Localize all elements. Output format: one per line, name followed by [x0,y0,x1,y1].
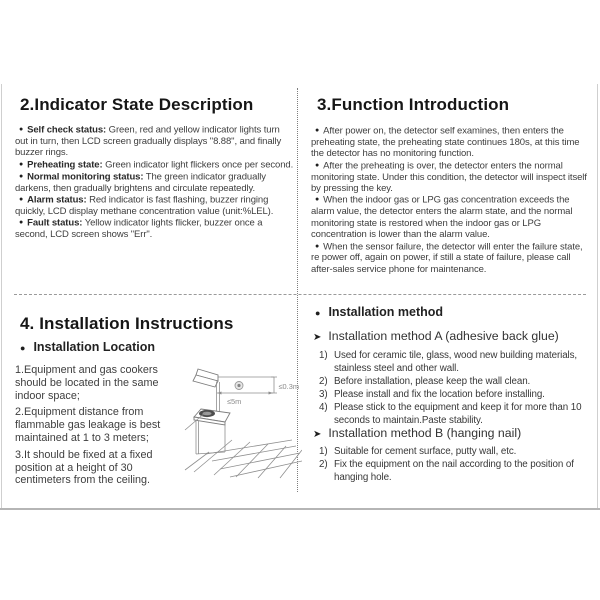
section-indicator-title: 2.Indicator State Description [20,95,254,114]
step-number: 3) [319,388,328,400]
step-text: Please stick to the equipment and keep it for more than 10 seconds to maintain.Paste stability. [334,401,582,426]
bullet-icon: ● [315,242,320,250]
step-number: 4) [319,401,328,413]
status-text: Red indicator is fast flashing, buzzer ringing quickly, LCD display methane concentration value (unit:%LEL). [15,194,274,217]
function-item [311,125,592,160]
step-text: Used for ceramic tile, glass, wood new building materials, stainless steel and other wall. [334,350,578,374]
status-item [15,217,295,240]
bullet-icon: ● [19,126,24,133]
step-text: Fix the equipment on the nail according to the position of hanging hole. [334,458,574,483]
section-function-body [311,125,592,275]
status-item [15,194,295,217]
status-text: The green indicator gradually darkens, then gradually brightens and circulate repeatedly. [15,171,266,194]
status-item [15,171,295,194]
method-a-label: Installation method A (adhesive back glue) [328,329,559,343]
step-text: Before installation, please keep the wall clean. [334,375,531,387]
floor-grid-diagonal [194,440,302,478]
installation-method-heading [315,305,443,319]
hood-duct [217,382,220,412]
hood-distance-label: ≤5m [227,397,242,406]
step-text: Please install and fix the location before installing. [334,388,545,400]
dim-arrow-right [269,392,274,395]
section-installation-title: 4. Installation Instructions [20,314,234,333]
method-a-step [319,402,594,428]
method-b-step [319,446,594,459]
method-a-step [319,389,594,402]
status-item [15,124,295,159]
location-rule: 2.Equipment distance from flammable gas leakage is best maintained at 1 to 3 meters; [15,406,161,444]
status-label: Fault status: [27,217,83,229]
installation-location-label: Installation Location [33,340,155,354]
function-text: After the preheating is over, the detector enters the normal monitoring state. Under this condition, the detector will inspect itself by pressing the key. [311,160,587,195]
method-b-label: Installation method B (hanging nail) [328,426,522,440]
status-text: Yellow indicator lights flicker, buzzer once a second, LCD screen shows "Err". [15,217,263,241]
installation-location-list [15,364,187,491]
status-label: Normal monitoring status: [27,171,144,183]
status-text: Green, red and yellow indicator lights turn out in turn, then LCD screen gradually displays "8.88", and finally buzzer rings. [15,124,282,159]
method-a-title [313,329,559,343]
function-text: After power on, the detector self examines, then enters the preheating state, the preheating state continues 180s, at this time the detector has no monitoring function. [311,125,580,160]
bullet-icon: ● [315,161,320,169]
method-b-step [319,459,594,485]
step-text: Suitable for cement surface, putty wall, etc. [334,446,517,457]
bullet-icon: ● [315,196,320,204]
function-item [311,241,592,276]
installation-method-label: Installation method [328,305,444,319]
arrow-icon: ➤ [313,332,322,343]
status-label: Self check status: [27,124,107,136]
bullet-icon: ● [315,127,320,134]
row-divider-dashed [14,294,586,295]
arrow-icon: ➤ [313,429,322,440]
step-number: 1) [319,350,328,361]
bullet-icon: ● [19,195,24,203]
method-a-step [319,350,594,376]
method-b-steps [319,446,594,485]
function-item [311,160,592,195]
section-function-title: 3.Function Introduction [317,95,510,114]
step-number: 2) [319,458,328,470]
floor-wall-edge [185,452,209,470]
step-number: 2) [319,375,328,387]
section-indicator-body [15,124,295,241]
ceiling-dim-bracket [271,377,277,393]
installation-diagram [184,362,302,510]
location-rule: 3.It should be fixed at a fixed position at a height of 30 centimeters from the ceiling. [15,448,153,487]
bullet-icon: ● [20,343,26,353]
bullet-icon: ● [315,308,321,318]
detector-dot [237,384,240,387]
page-left-border [1,84,2,510]
bullet-icon: ● [19,219,24,227]
installation-location-heading [20,340,155,354]
method-b-title [313,426,521,440]
location-rule: 1.Equipment and gas cookers should be located in the same indoor space; [15,364,159,402]
status-label: Preheating state: [27,159,103,171]
status-label: Alarm status: [27,194,87,206]
bullet-icon: ● [19,172,24,180]
function-text: When the indoor gas or LPG gas concentration exceeds the alarm value, the detector enters the alarm state, and the normal monitoring state is restored when the indoor gas or LPG concentration is lower than the alarm value. [311,194,573,241]
method-a-step [319,376,594,389]
ceiling-distance-label: ≤0.3m [278,382,299,391]
method-a-steps [319,350,594,427]
bullet-icon: ● [19,160,24,168]
page-right-border [597,84,598,510]
function-item [311,194,592,240]
function-text: When the sensor failure, the detector will enter the failure state, re power off, again on power, if still a state of failure, please call after-sales service phone for maintenance. [311,241,583,275]
status-text: Green indicator light flickers once per second. [105,159,294,171]
status-item [15,159,295,171]
step-number: 1) [319,446,328,457]
